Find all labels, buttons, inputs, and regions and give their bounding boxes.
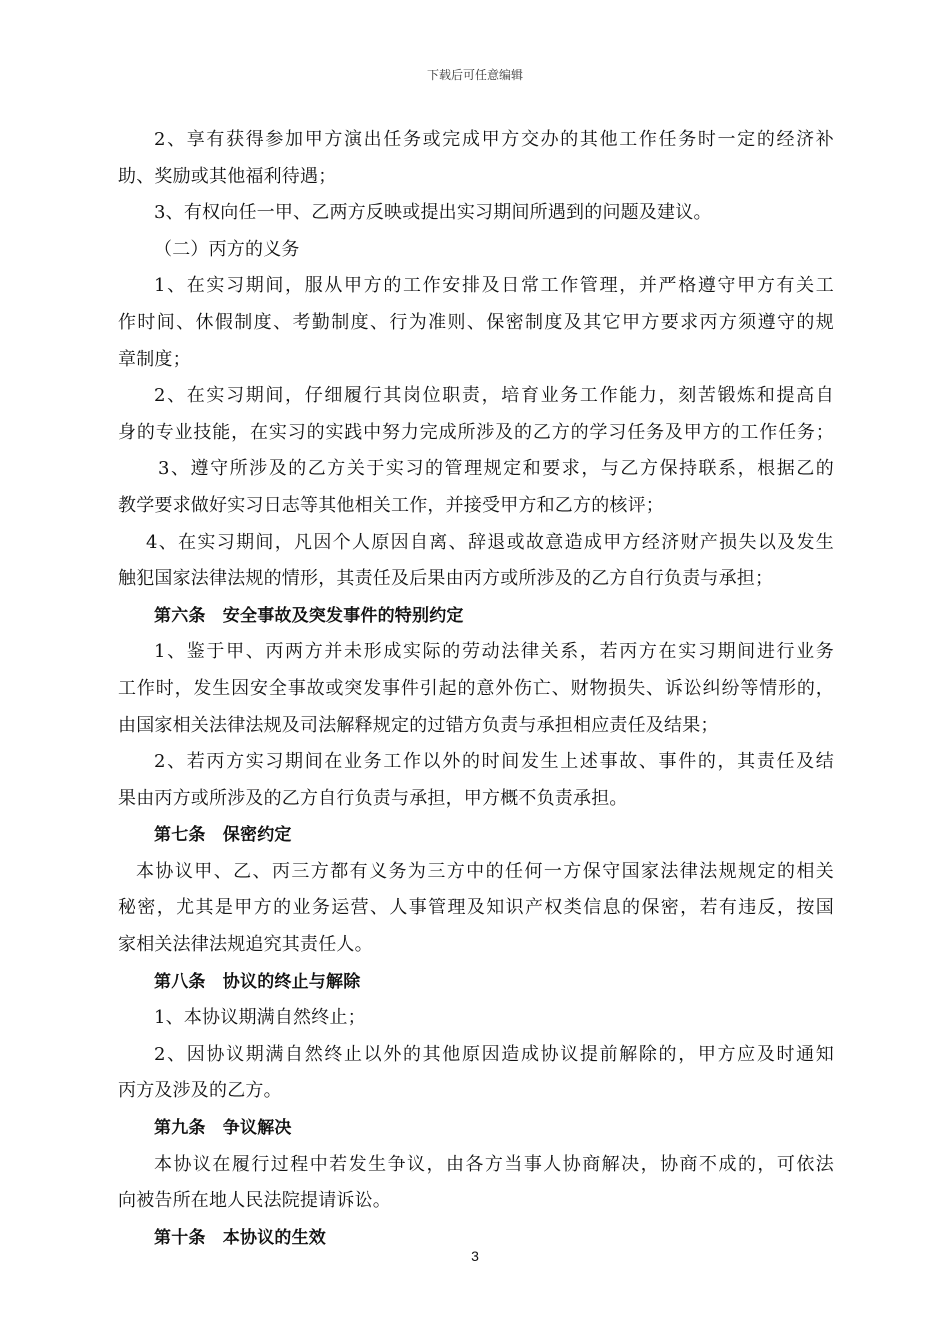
- paragraph-line: 丙方及涉及的乙方。: [118, 1080, 282, 1102]
- paragraph-line: 家相关法律法规追究其责任人。: [118, 934, 373, 956]
- paragraph-line: 触犯国家法律法规的情形，其责任及后果由丙方或所涉及的乙方自行负责与承担；: [118, 568, 774, 590]
- page-number: 3: [471, 1248, 479, 1264]
- paragraph-line: 本协议在履行过程中若发生争议，由各方当事人协商解决，协商不成的，可依法: [154, 1153, 834, 1175]
- paragraph-line: 由国家相关法律法规及司法解释规定的过错方负责与承担相应责任及结果；: [118, 714, 719, 736]
- paragraph-line: 3、有权向任一甲、乙两方反映或提出实习期间所遇到的问题及建议。: [154, 202, 712, 224]
- section-heading: 第十条 本协议的生效: [154, 1227, 326, 1248]
- paragraph-line: 2、享有获得参加甲方演出任务或完成甲方交办的其他工作任务时一定的经济补: [154, 129, 834, 150]
- paragraph-line: 身的专业技能，在实习的实践中努力完成所涉及的乙方的学习任务及甲方的工作任务；: [118, 421, 834, 443]
- paragraph-line: 3、遵守所涉及的乙方关于实习的管理规定和要求，与乙方保持联系，根据乙的: [158, 458, 834, 480]
- paragraph-line: 作时间、休假制度、考勤制度、行为准则、保密制度及其它甲方要求丙方须遵守的规: [118, 311, 834, 333]
- paragraph-line: 1、在实习期间，服从甲方的工作安排及日常工作管理，并严格遵守甲方有关工: [154, 275, 834, 297]
- document-body: [118, 122, 834, 1256]
- paragraph-line: 章制度；: [118, 348, 191, 370]
- paragraph-line: 1、本协议期满自然终止；: [154, 1007, 366, 1029]
- paragraph-line: 工作时，发生因安全事故或突发事件引起的意外伤亡、财物损失、诉讼纠纷等情形的，: [118, 677, 834, 699]
- page-header: 下载后可任意编辑: [426, 68, 523, 82]
- paragraph-line: 果由丙方或所涉及的乙方自行负责与承担，甲方概不负责承担。: [118, 787, 628, 809]
- section-heading: 第九条 争议解决: [154, 1118, 292, 1139]
- paragraph-line: 教学要求做好实习日志等其他相关工作，并接受甲方和乙方的核评；: [118, 494, 664, 516]
- paragraph-line: （二）丙方的义务: [154, 238, 300, 260]
- paragraph-line: 助、奖励或其他福利待遇；: [118, 165, 337, 187]
- paragraph-line: 向被告所在地人民法院提请诉讼。: [118, 1190, 391, 1212]
- section-heading: 第六条 安全事故及突发事件的特别约定: [154, 605, 464, 626]
- paragraph-line: 2、因协议期满自然终止以外的其他原因造成协议提前解除的，甲方应及时通知: [154, 1043, 834, 1065]
- section-heading: 第七条 保密约定: [154, 825, 292, 846]
- paragraph-line: 秘密，尤其是甲方的业务运营、人事管理及知识产权类信息的保密，若有违反，按国: [118, 897, 834, 919]
- paragraph-line: 2、在实习期间，仔细履行其岗位职责，培育业务工作能力，刻苦锻炼和提高自: [154, 385, 834, 407]
- paragraph-line: 本协议甲、乙、丙三方都有义务为三方中的任何一方保守国家法律法规规定的相关: [136, 860, 834, 882]
- paragraph-line: 1、鉴于甲、丙两方并未形成实际的劳动法律关系，若丙方在实习期间进行业务: [154, 641, 834, 663]
- paragraph-line: 2、若丙方实习期间在业务工作以外的时间发生上述事故、事件的，其责任及结: [154, 751, 834, 773]
- section-heading: 第八条 协议的终止与解除: [154, 971, 361, 992]
- paragraph-line: 4、在实习期间，凡因个人原因自离、辞退或故意造成甲方经济财产损失以及发生: [146, 531, 834, 553]
